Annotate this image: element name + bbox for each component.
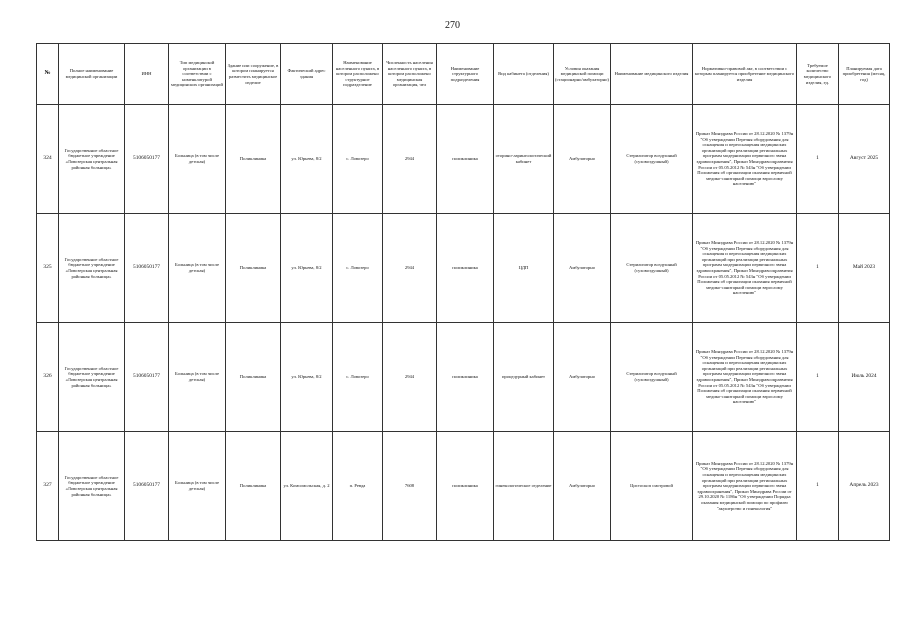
row-number: 324 (37, 105, 59, 214)
org-type: Больница (в том числе детская) (169, 432, 226, 541)
planned-date: Апрель 2023 (839, 432, 890, 541)
settlement: с. Ловозеро (333, 214, 383, 323)
building: Поликлиника (226, 105, 281, 214)
header-organization: Полное наименование медицинской организации (59, 44, 125, 105)
table-header-row (37, 44, 890, 105)
organization-name: Государственное областное бюджетное учреждение «Ловозерская центральная районная больница» (59, 214, 125, 323)
quantity: 1 (797, 432, 839, 541)
equipment-table (36, 43, 890, 541)
header-building: Здание или сооружение, в котором планируется разместить медицинское изделие (226, 44, 281, 105)
header-device: Наименование медицинского изделия (611, 44, 693, 105)
population: 7608 (383, 432, 437, 541)
planned-date: Август 2025 (839, 105, 890, 214)
care-conditions: Амбулаторно (554, 214, 611, 323)
address: ул. Юрьева, 8/2 (281, 323, 333, 432)
organization-name: Государственное областное бюджетное учреждение «Ловозерская центральная районная больница» (59, 432, 125, 541)
settlement: с. Ловозеро (333, 323, 383, 432)
cabinet: процедурный кабинет (494, 323, 554, 432)
device-name: Цистоскоп смотровой (611, 432, 693, 541)
care-conditions: Амбулаторно (554, 323, 611, 432)
inn-value: 5106050177 (125, 214, 169, 323)
org-type: Больница (в том числе детская) (169, 323, 226, 432)
quantity: 1 (797, 214, 839, 323)
quantity: 1 (797, 105, 839, 214)
organization-name: Государственное областное бюджетное учреждение «Ловозерская центральная районная больница» (59, 105, 125, 214)
population: 2944 (383, 323, 437, 432)
building: Поликлиника (226, 214, 281, 323)
care-conditions: Амбулаторно (554, 105, 611, 214)
address: ул. Юрьева, 8/2 (281, 214, 333, 323)
device-name: Стерилизатор воздушный (суховоздушный) (611, 323, 693, 432)
address: ул. Юрьева, 8/2 (281, 105, 333, 214)
table-row (37, 323, 890, 432)
header-cabinet: Вид кабинета (отделения) (494, 44, 554, 105)
header-number: № (37, 44, 59, 105)
organization-name: Государственное областное бюджетное учреждение «Ловозерская центральная районная больница» (59, 323, 125, 432)
subdivision: поликлиника (437, 323, 494, 432)
cabinet: гинекологическое отделение (494, 432, 554, 541)
inn-value: 5106050177 (125, 432, 169, 541)
header-conditions: Условия оказания медицинской помощи (стационарно/амбулаторно) (554, 44, 611, 105)
subdivision: поликлиника (437, 214, 494, 323)
planned-date: Май 2023 (839, 214, 890, 323)
row-number: 326 (37, 323, 59, 432)
header-legal-act: Нормативно-правовой акт, в соответствии с которым планируется приобретение медицинского изделия (693, 44, 797, 105)
org-type: Больница (в том числе детская) (169, 105, 226, 214)
header-date: Планируемая дата приобретения (месяц, год) (839, 44, 890, 105)
table-row (37, 105, 890, 214)
legal-act: Приказ Минздрава России от 28.12.2020 № 1379н "Об утверждении Перечня оборудования для оснащения и переоснащения медицинских организаций при реализации региональных программ модернизации первичного звена здравоохранения", Приказ Минздравсоцразвития России от 05.05.2012 № 543н "Об утверждении Положения об организации оказания первичной медико-санитарной помощи взрослому населению" (693, 323, 797, 432)
subdivision: поликлиника (437, 105, 494, 214)
settlement: п. Ревда (333, 432, 383, 541)
row-number: 327 (37, 432, 59, 541)
legal-act: Приказ Минздрава России от 28.12.2020 № 1379н "Об утверждении Перечня оборудования для оснащения и переоснащения медицинских организаций при реализации региональных программ модернизации первичного звена здравоохранения", Приказ Минздравсоцразвития России от 05.05.2012 № 543н "Об утверждении Положения об организации оказания первичной медико-санитарной помощи взрослому населению" (693, 214, 797, 323)
device-name: Стерилизатор воздушный (суховоздушный) (611, 105, 693, 214)
care-conditions: Амбулаторно (554, 432, 611, 541)
table-row (37, 432, 890, 541)
subdivision: поликлиника (437, 432, 494, 541)
cabinet: оторино-ларингологический кабинет (494, 105, 554, 214)
org-type: Больница (в том числе детская) (169, 214, 226, 323)
header-quantity: Требуемое количество медицинского изделия, ед. (797, 44, 839, 105)
inn-value: 5106050177 (125, 105, 169, 214)
cabinet: ЦДП (494, 214, 554, 323)
row-number: 325 (37, 214, 59, 323)
address: ул. Комсомольская, д. 2 (281, 432, 333, 541)
building: Поликлиника (226, 432, 281, 541)
legal-act: Приказ Минздрава России от 28.12.2020 № 1379н "Об утверждении Перечня оборудования для оснащения и переоснащения медицинских организаций при реализации региональных программ модернизации первичного звена здравоохранения", Приказ Минздравсоцразвития России от 05.05.2012 № 543н "Об утверждении Положения об организации оказания первичной медико-санитарной помощи взрослому населению" (693, 105, 797, 214)
planned-date: Июль 2024 (839, 323, 890, 432)
header-org-type: Тип медицинской организации в соответствии с номенклатурой медицинских организаций (169, 44, 226, 105)
page-number: 270 (445, 20, 460, 31)
header-inn: ИНН (125, 44, 169, 105)
header-subdivision: Наименование структурного подразделения (437, 44, 494, 105)
population: 2944 (383, 214, 437, 323)
header-address: Фактический адрес здания (281, 44, 333, 105)
inn-value: 5106050177 (125, 323, 169, 432)
device-name: Стерилизатор воздушный (суховоздушный) (611, 214, 693, 323)
quantity: 1 (797, 323, 839, 432)
header-settlement: Наименование населенного пункта, в котором расположено структурное подразделение (333, 44, 383, 105)
table-row (37, 214, 890, 323)
building: Поликлиника (226, 323, 281, 432)
settlement: с. Ловозеро (333, 105, 383, 214)
legal-act: Приказ Минздрава России от 28.12.2020 № 1379н "Об утверждении Перечня оборудования для оснащения и переоснащения медицинских организаций при реализации региональных программ модернизации первичного звена здравоохранения", Приказ Минздрава России от 29.10.2020 № 1186н "Об утверждении Порядка оказания медицинской помощи по профилю "акушерство и гинекология" (693, 432, 797, 541)
population: 2944 (383, 105, 437, 214)
header-population: Численность населения населенного пункта, в котором расположено медицинская организация, чел (383, 44, 437, 105)
